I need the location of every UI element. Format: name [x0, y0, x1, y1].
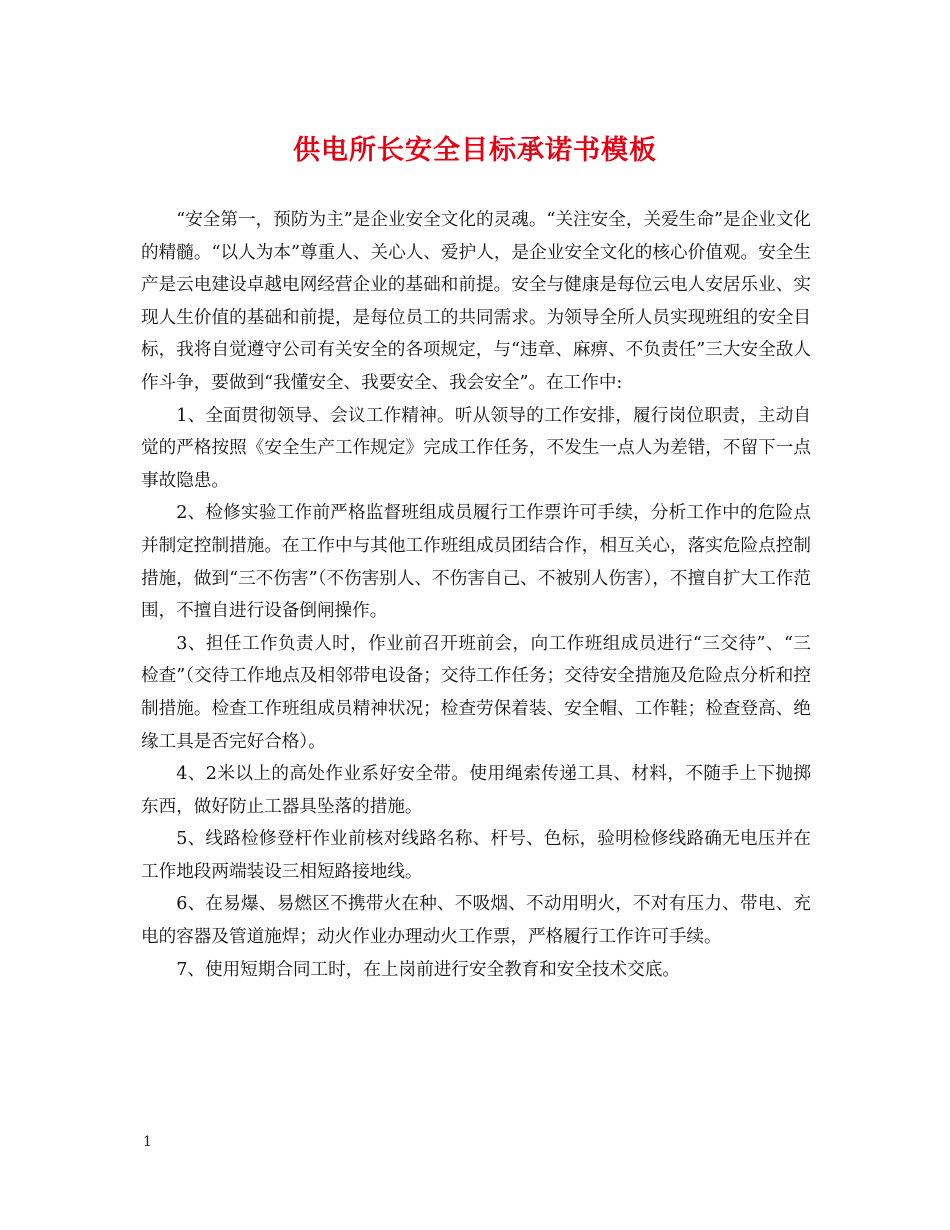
paragraph-item-5: 5、线路检修登杆作业前核对线路名称、杆号、色标，验明检修线路确无电压并在工作地段两端装设三相短路接地线。 — [141, 829, 811, 882]
paragraph-item-3: 3、担任工作负责人时，作业前召开班前会，向工作班组成员进行“三交待”、“三检查”（交待工作地点及相邻带电设备；交待工作任务；交待安全措施及危险点分析和控制措施。检查工作班组成员精神状况；检查劳保着装、安全帽、工作鞋；检查登高、绝缘工具是否完好合格）。 — [141, 633, 811, 752]
document-body — [141, 204, 811, 986]
paragraph-intro: “安全第一，预防为主”是企业安全文化的灵魂。“关注安全，关爱生命”是企业文化的精髓。“以人为本”尊重人、关心人、爱护人，是企业安全文化的核心价值观。安全生产是云电建设卓越电网经营企业的基础和前提。安全与健康是每位云电人安居乐业、实现人生价值的基础和前提，是每位员工的共同需求。为领导全所人员实现班组的安全目标，我将自觉遵守公司有关安全的各项规定，与“违章、麻痹、不负责任”三大安全敌人作斗争，要做到“我懂安全、我要安全、我会安全”。在工作中: — [141, 210, 811, 393]
paragraph-item-6: 6、在易爆、易燃区不携带火在种、不吸烟、不动用明火，不对有压力、带电、充电的容器及管道施焊；动火作业办理动火工作票，严格履行工作许可手续。 — [141, 894, 811, 948]
paragraph-item-4: 4、2米以上的高处作业系好安全带。使用绳索传递工具、材料，不随手上下抛掷东西，做好防止工器具坠落的措施。 — [141, 764, 811, 817]
paragraph-item-1: 1、全面贯彻领导、会议工作精神。听从领导的工作安排，履行岗位职责，主动自觉的严格按照《安全生产工作规定》完成工作任务，不发生一点人为差错，不留下一点事故隐患。 — [141, 405, 811, 491]
page-number: 1 — [143, 1134, 152, 1150]
document-title: 供电所长安全目标承诺书模板 — [293, 135, 657, 166]
paragraph-item-2: 2、检修实验工作前严格监督班组成员履行工作票许可手续，分析工作中的危险点并制定控制措施。在工作中与其他工作班组成员团结合作，相互关心，落实危险点控制措施，做到“三不伤害”（不伤害别人、不伤害自己、不被别人伤害），不擅自扩大工作范围，不擅自进行设备倒闸操作。 — [141, 503, 811, 622]
paragraph-item-7: 7、使用短期合同工时，在上岗前进行安全教育和安全技术交底。 — [176, 959, 681, 980]
